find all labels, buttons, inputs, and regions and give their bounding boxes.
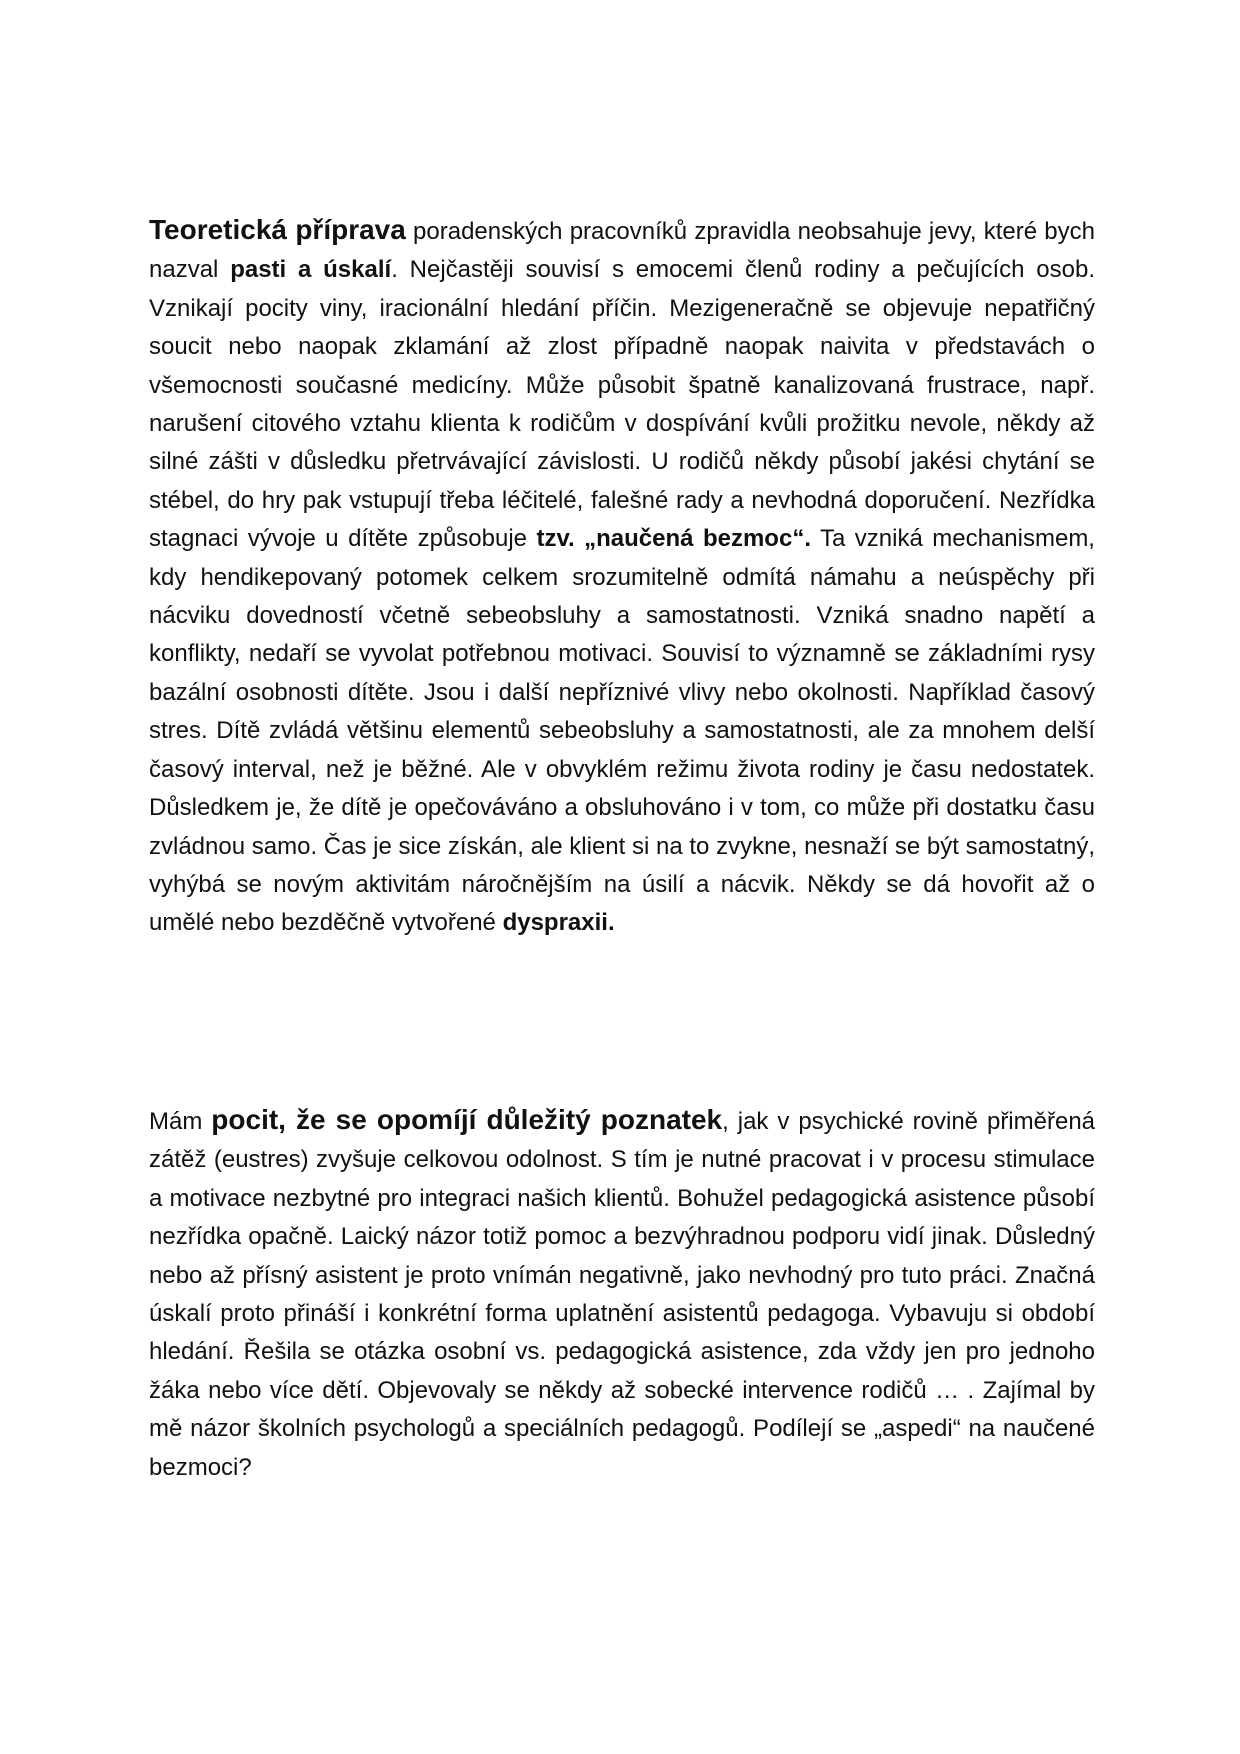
paragraph-1 (149, 211, 1095, 943)
paragraph-1-text-1: poradenských pracovníků zpravidla neobsahuje jevy, které bych nazval (149, 218, 1096, 284)
paragraph-1-lead: Teoretická příprava (149, 214, 406, 245)
paragraph-1-bold-3: dyspraxii. (502, 909, 615, 937)
paragraph-2 (149, 1101, 1095, 1487)
paragraph-2-text-1: , jak v psychické rovině přiměřená zátěž (eustres) zvyšuje celkovou odolnost. S tím je nutné pracovat i v procesu stimulace a motivace nezbytné pro integraci našich klientů. Bohužel pedagogická asistence působí nezřídka opačně. Laický názor totiž pomoc a bezvýhradnou podporu vidí jinak. Důsledný nebo až přísný asistent je proto vnímán negativně, jako nevhodný pro tuto práci. Značná úskalí proto přináší i konkrétní forma uplatnění asistentů pedagoga. Vybavuju si období hledání. Řešila se otázka osobní vs. pedagogická asistence, zda vždy jen pro jednoho žáka nebo více dětí. Objevovaly se někdy až sobecké intervence rodičů … . Zajímal by mě názor školních psychologů a speciálních pedagogů. Podílejí se „aspedi“ na naučené bezmoci? (149, 1108, 1096, 1481)
paragraph-1-text-2: . Nejčastěji souvisí s emocemi členů rodiny a pečujících osob. Vznikají pocity viny, iracionální hledání příčin. Mezigeneračně se objevuje nepatřičný soucit nebo naopak zklamání až zlost případně naopak naivita v představách o všemocnosti současné medicíny. Může působit špatně kanalizovaná frustrace, např. narušení citového vztahu klienta k rodičům v dospívání kvůli prožitku nevole, někdy až silné zášti v důsledku přetrvávající závislosti. U rodičů někdy působí jakési chytání se stébel, do hry pak vstupují třeba léčitelé, falešné rady a nevhodná doporučení. Nezřídka stagnaci vývoje u dítěte způsobuje (149, 256, 1095, 553)
paragraph-2-text-0: Mám (149, 1108, 212, 1135)
paragraph-1-text-3: Ta vzniká mechanismem, kdy hendikepovaný potomek celkem srozumitelně odmítá námahu a neúspěchy při nácviku dovedností včetně sebeobsluhy a samostatnosti. Vzniká snadno napětí a konflikty, nedaří se vyvolat potřebnou motivaci. Souvisí to významně se základními rysy bazální osobnosti dítěte. Jsou i další nepříznivé vlivy nebo okolnosti. Například časový stres. Dítě zvládá většinu elementů sebeobsluhy a samostatnosti, ale za mnohem delší časový interval, než je běžné. Ale v obvyklém režimu života rodiny je času nedostatek. Důsledkem je, že dítě je opečováváno a obsluhováno i v tom, co může při dostatku času zvládnou samo. Čas je sice získán, ale klient si na to zvykne, nesnaží se být samostatný, vyhýbá se novým aktivitám náročnějším na úsilí a nácvik. Někdy se dá hovořit až o umělé nebo bezděčně vytvořené (149, 525, 1095, 937)
paragraph-1-bold-1: pasti a úskalí (230, 256, 392, 284)
paragraph-1-bold-2: tzv. „naučená bezmoc“. (536, 525, 811, 553)
paragraph-2-lead: pocit, že se opomíjí důležitý poznatek (211, 1104, 723, 1135)
